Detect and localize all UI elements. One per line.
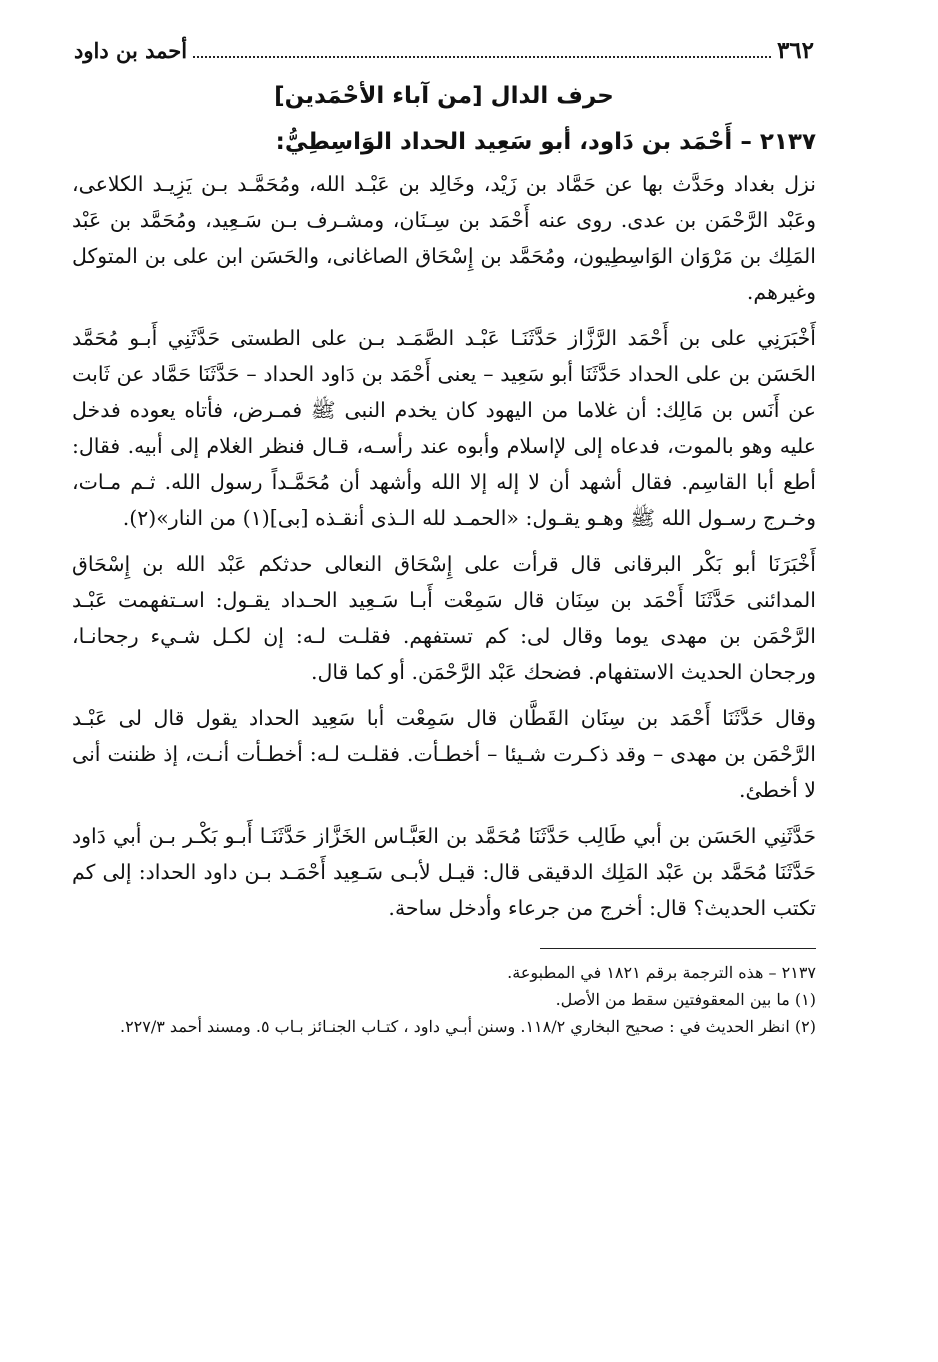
footnote-entry-note: ٢١٣٧ – هذه الترجمة برقم ١٨٢١ في المطبوعة.	[507, 963, 816, 982]
paragraph-5: حَدَّثَنِي الحَسَن بن أبي طَالِب حَدَّثَنَا مُحَمَّد بن العَبَّـاس الخَزَّاز حَدَّثَنَـا أَبـو بَكْـر بـن أبي دَاود حَدَّثَنَا مُحَمَّد بن عَبْد المَلِك الدقيقى قال: قيـل لأبـى سَـعِيد أَحْمَـد بـن داود الحداد: إلى كم تكتب الحديث؟ قال: أخرج من جرعاء وأدخل ساحة.	[72, 824, 816, 920]
section-title: حرف الدال [من آباء الأحْمَدين]	[274, 83, 614, 109]
footnote-divider	[540, 948, 816, 949]
running-head	[72, 36, 816, 66]
paragraph-2: أَخْبَرَنِي على بن أَحْمَد الرَّزَّاز حَدَّثَنَـا عَبْـد الصَّمَـد بـن على الطستى حَدَّثَنِي أَبـو مُحَمَّد الحَسَن بن على الحداد حَدَّثَنَا أبو سَعِيد – يعنى أَحْمَد بن دَاود الحداد – حَدَّثَنَا حَمَّاد عن ثَابت عن أَنَس بن مَالِك: أن غلاما من اليهود كان يخدم النبى ﷺ فمـرض، فأتاه يعوده فدخل عليه وهو بالموت، فدعاه إلى لإاسلام وأبوه عند رأسـه، قـال فنظر الغلام إلى أبيه. فقال: أطع أبا القاسِم. فقال أشهد أن لا إله إلا الله وأشهد أن مُحَمَّـداً رسول الله. ثـم مـات، وخـرج رسـول الله ﷺ وهـو يقـول: «الحمـد لله الـذى أنقـذه [بى](١) من النار»(٢).	[72, 326, 816, 530]
running-title: أحمد بن داود	[74, 38, 188, 63]
footnote-1: (١) ما بين المعقوفتين سقط من الأصل.	[555, 990, 816, 1009]
paragraph-1: نزل بغداد وحَدَّث بها عن حَمَّاد بن زَيْد، وخَالِد بن عَبْـد الله، ومُحَمَّـد بـن يَزِيـد الكلاعى، وعَبْد الرَّحْمَن بن عدى. روى عنه أَحْمَد بن سِـنَان، ومشـرف بـن سَـعِيد، ومُحَمَّد بن عَبْد المَلِك بن مَرْوَان الوَاسِطِيون، ومُحَمَّد بن إِسْحَاق الصاغانى، والحَسَن ابن على بن المتوكل وغيرهم.	[72, 172, 816, 304]
paragraph-3: أَخْبَرَنَا أبو بَكْر البرقانى قال قرأت على إِسْحَاق النعالى حدثكم عَبْد الله بن إِسْحَاق المدائنى حَدَّثَنَا أَحْمَد بن سِنَان قال سَمِعْت أَبـا سَـعِيد الحـداد يقـول: اسـتفهمت عَبْـد الرَّحْمَن بن مهدى يوما وقال لى: كم تستفهم. فقلـت لـه: إن لكـل شـيء رجحانـا، ورجحان الحديث الاستفهام. فضحك عَبْد الرَّحْمَن. أو كما قال.	[72, 552, 816, 684]
page-number: ٣٦٢	[776, 37, 814, 64]
footnote-2: (٢) انظر الحديث في : صحيح البخاري ١١٨/٢. وسنن أبـي داود ، كتـاب الجنـائز بـاب ٥. ومسند أحمد ٢٢٧/٣.	[119, 1017, 816, 1036]
entry-heading: ٢١٣٧ – أَحْمَد بن دَاود، أبو سَعِيد الحداد الوَاسِطِيُّ:	[275, 129, 816, 155]
leader-dots	[193, 55, 771, 58]
book-page	[72, 36, 816, 1040]
paragraph-4: وقال حَدَّثَنَا أَحْمَد بن سِنَان القَطَّان قال سَمِعْت أبا سَعِيد الحداد يقول قال لى عَبْـد الرَّحْمَن بن مهدى – وقد ذكـرت شـيئا – أخطـأت. فقلـت لـه: أخطـأت أنـت، إذ ظننت أنى لا أخطئ.	[72, 706, 816, 802]
